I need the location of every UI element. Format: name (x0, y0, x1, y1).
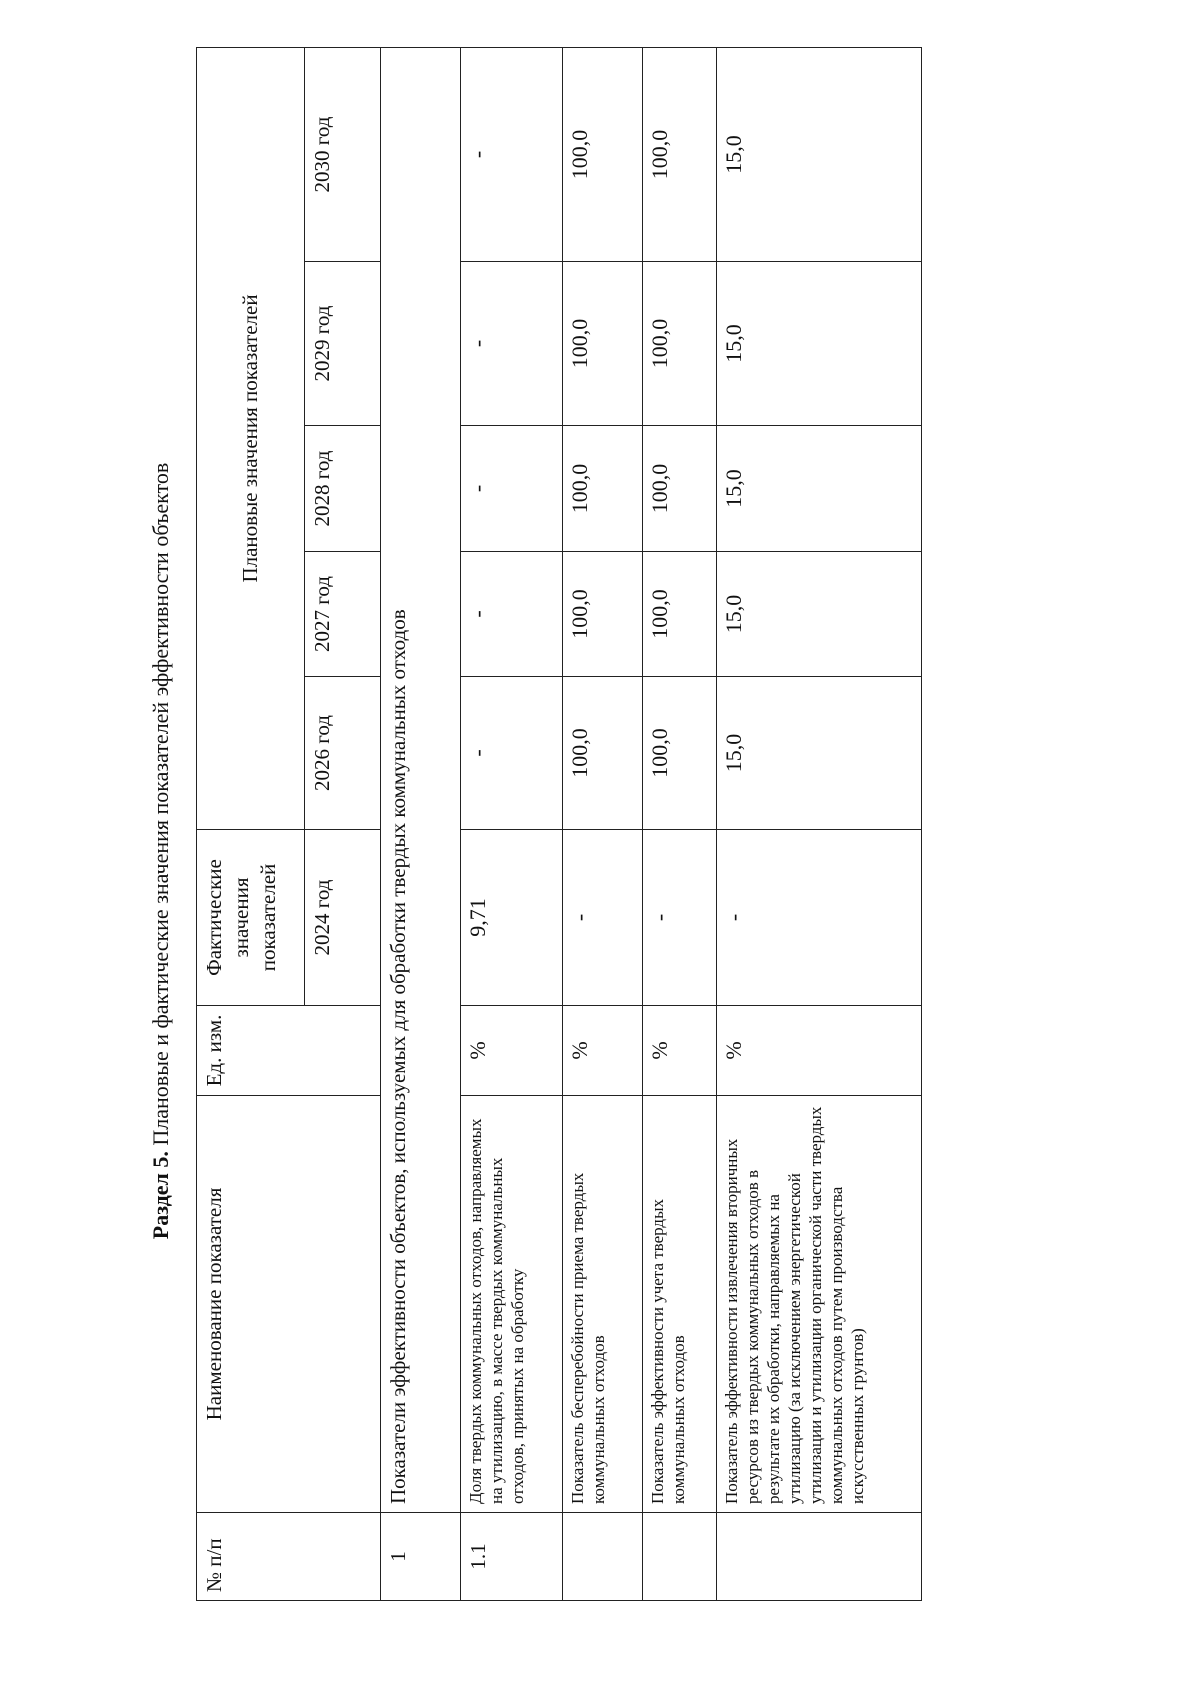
row-value-2027: 100,0 (643, 552, 717, 677)
row-value-2026: 100,0 (643, 677, 717, 830)
row-value-2024: - (643, 830, 717, 1006)
row-value-2028: 15,0 (717, 426, 922, 552)
section-heading-title: Плановые и фактические значения показателей эффективности объектов (148, 462, 173, 1152)
header-year-2027: 2027 год (305, 552, 381, 677)
row-value-2027: 15,0 (717, 552, 922, 677)
row-value-2024: - (563, 830, 643, 1006)
row-value-2029: 100,0 (563, 262, 643, 426)
indicators-table (196, 47, 922, 1601)
row-value-2030: 100,0 (643, 47, 717, 261)
header-unit: Ед. изм. (197, 1006, 381, 1096)
row-value-2028: 100,0 (643, 426, 717, 552)
row-unit: % (563, 1006, 643, 1096)
row-name: Показатель эффективности учета твердых коммунальных отходов (643, 1096, 717, 1513)
table-row (643, 47, 717, 1600)
row-name: Показатель бесперебойности приема твердых коммунальных отходов (563, 1096, 643, 1513)
header-plan-group: Плановые значения показателей (197, 47, 305, 829)
row-num (563, 1513, 643, 1601)
section-num: 1 (381, 1513, 461, 1601)
header-row-top (197, 47, 305, 1600)
row-value-2024: 9,71 (461, 830, 563, 1006)
row-value-2029: 15,0 (717, 262, 922, 426)
header-year-2026: 2026 год (305, 677, 381, 830)
header-year-2030: 2030 год (305, 47, 381, 261)
row-name: Показатель эффективности извлечения вторичных ресурсов из твердых коммунальных отходов в результате их обработки, направляемых на утилизацию (за исключением энергетической утилизации и утилизации органической части твердых коммунальных отходов путем производства искусственных грунтов) (717, 1096, 922, 1513)
row-value-2026: 100,0 (563, 677, 643, 830)
row-name: Доля твердых коммунальных отходов, направляемых на утилизацию, в массе твердых коммунальных отходов, принятых на обработку (461, 1096, 563, 1513)
row-value-2026: 15,0 (717, 677, 922, 830)
header-year-2028: 2028 год (305, 426, 381, 552)
header-year-2024: 2024 год (305, 830, 381, 1006)
row-value-2027: 100,0 (563, 552, 643, 677)
section-row (381, 47, 461, 1600)
row-value-2028: 100,0 (563, 426, 643, 552)
row-value-2027: - (461, 552, 563, 677)
row-value-2026: - (461, 677, 563, 830)
row-value-2029: 100,0 (643, 262, 717, 426)
table-row (717, 47, 922, 1600)
table-row (461, 47, 563, 1600)
row-value-2029: - (461, 262, 563, 426)
header-name: Наименование показателя (197, 1096, 381, 1513)
table-row (563, 47, 643, 1600)
section-title: Показатели эффективности объектов, используемых для обработки твердых коммунальных отходов (381, 47, 461, 1512)
row-value-2028: - (461, 426, 563, 552)
row-num: 1.1 (461, 1513, 563, 1601)
row-num (643, 1513, 717, 1601)
header-year-2029: 2029 год (305, 262, 381, 426)
header-fact-group: Фактические значения показателей (197, 830, 305, 1006)
row-value-2030: - (461, 47, 563, 261)
row-value-2030: 100,0 (563, 47, 643, 261)
row-num (717, 1513, 922, 1601)
section-heading (148, 1, 174, 1701)
row-unit: % (461, 1006, 563, 1096)
row-unit: % (717, 1006, 922, 1096)
header-num: № п/п (197, 1513, 381, 1601)
section-heading-number: Раздел 5. (148, 1151, 173, 1240)
row-unit: % (643, 1006, 717, 1096)
row-value-2024: - (717, 830, 922, 1006)
rotated-page (0, 1, 1200, 1701)
row-value-2030: 15,0 (717, 47, 922, 261)
